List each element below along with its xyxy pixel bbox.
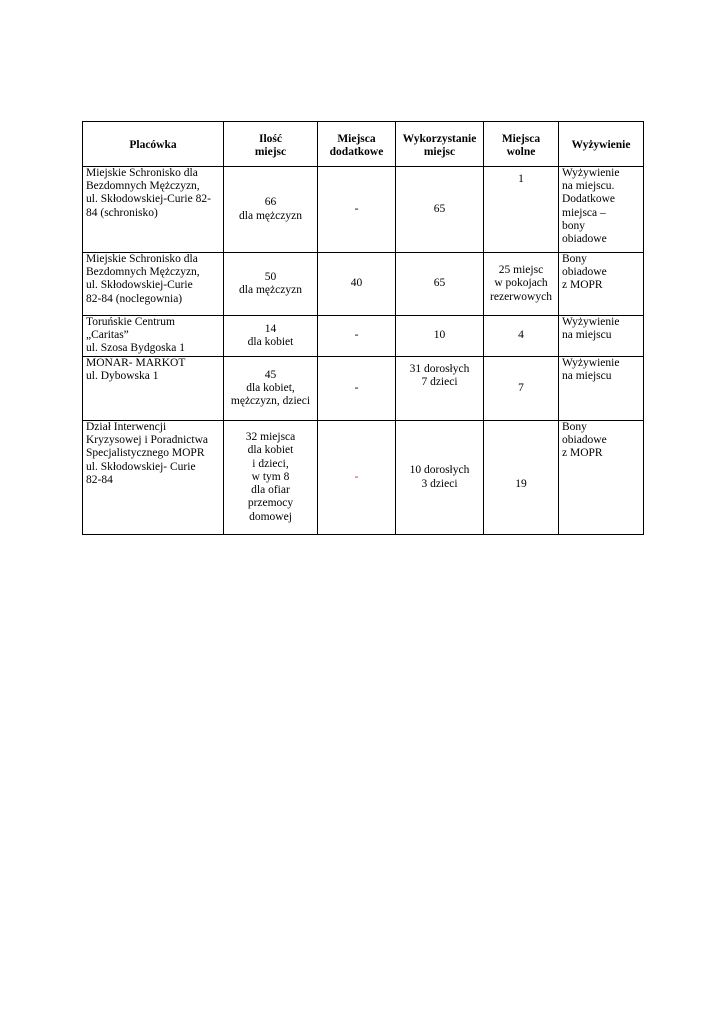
cell-dodatkowe: - [318,167,396,253]
cell-wyzywienie: Bony obiadowe z MOPR [559,253,644,316]
header-miejsca-wolne: Miejsca wolne [484,122,559,167]
cell-wyzywienie: Bony obiadowe z MOPR [559,421,644,535]
table-header-row [83,122,644,167]
table-row [83,421,644,535]
cell-dodatkowe: - [318,421,396,535]
cell-wolne: 19 [484,421,559,535]
cell-dodatkowe: 40 [318,253,396,316]
cell-wykorzystanie: 65 [396,253,484,316]
cell-ilosc: 50 dla mężczyzn [224,253,318,316]
cell-wykorzystanie: 10 [396,316,484,357]
header-miejsca-dodatkowe: Miejsca dodatkowe [318,122,396,167]
table-row [83,167,644,253]
cell-ilosc: 45 dla kobiet, mężczyzn, dzieci [224,357,318,421]
cell-placowka: Miejskie Schronisko dla Bezdomnych Mężczyzn, ul. Skłodowskiej-Curie 82-84 (noclegownia) [83,253,224,316]
cell-wolne: 25 miejsc w pokojach rezerwowych [484,253,559,316]
cell-ilosc: 14 dla kobiet [224,316,318,357]
cell-wolne: 4 [484,316,559,357]
cell-wolne: 1 [484,167,559,253]
cell-wykorzystanie: 31 dorosłych 7 dzieci [396,357,484,421]
cell-placowka: MONAR- MARKOT ul. Dybowska 1 [83,357,224,421]
cell-placowka: Dział Interwencji Kryzysowej i Poradnictwa Specjalistycznego MOPR ul. Skłodowskiej- Curie 82-84 [83,421,224,535]
table-row [83,357,644,421]
header-ilosc-miejsc: Ilość miejsc [224,122,318,167]
table-row [83,316,644,357]
cell-wykorzystanie: 65 [396,167,484,253]
cell-dodatkowe: - [318,357,396,421]
header-wyzywienie: Wyżywienie [559,122,644,167]
cell-wykorzystanie: 10 dorosłych 3 dzieci [396,421,484,535]
cell-wolne: 7 [484,357,559,421]
cell-wyzywienie: Wyżywienie na miejscu [559,316,644,357]
cell-wyzywienie: Wyżywienie na miejscu [559,357,644,421]
cell-wyzywienie: Wyżywienie na miejscu. Dodatkowe miejsca – bony obiadowe [559,167,644,253]
cell-placowka: Toruńskie Centrum „Caritas” ul. Szosa Bydgoska 1 [83,316,224,357]
header-wykorzystanie-miejsc: Wykorzystanie miejsc [396,122,484,167]
cell-dodatkowe: - [318,316,396,357]
cell-placowka: Miejskie Schronisko dla Bezdomnych Mężczyzn, ul. Skłodowskiej-Curie 82- 84 (schronisko) [83,167,224,253]
shelter-capacity-table [82,121,644,535]
header-placowka: Placówka [83,122,224,167]
cell-ilosc: 32 miejsca dla kobiet i dzieci, w tym 8 dla ofiar przemocy domowej [224,421,318,535]
cell-ilosc: 66 dla mężczyzn [224,167,318,253]
table-row [83,253,644,316]
